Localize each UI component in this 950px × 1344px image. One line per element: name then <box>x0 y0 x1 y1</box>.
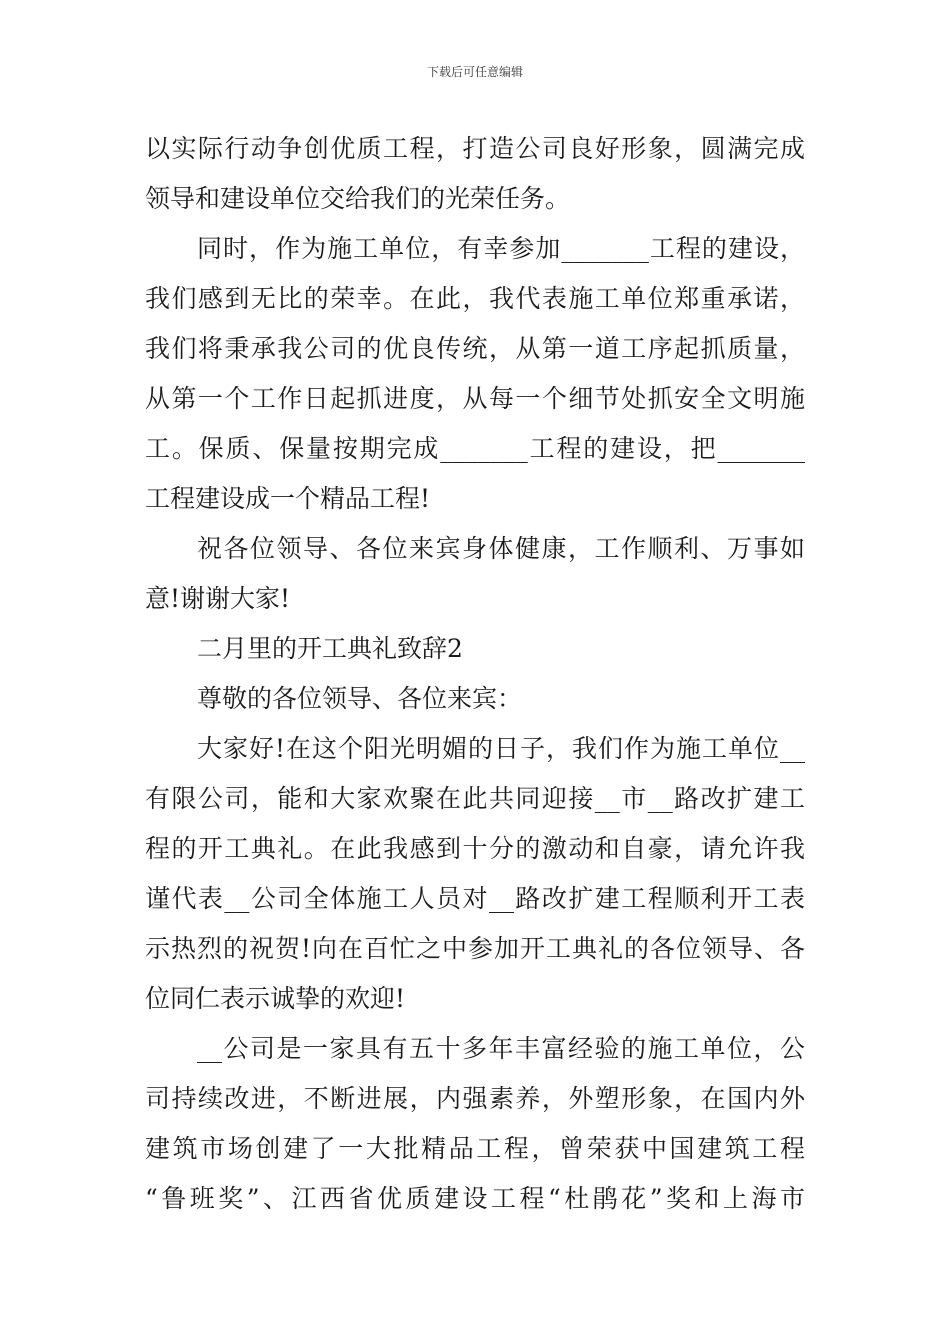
text-line: 祝各位领导、各位来宾身体健康，工作顺利、万事如 <box>197 534 805 563</box>
text-line: 以实际行动争创优质工程，打造公司良好形象，圆满完成 <box>145 134 805 163</box>
text-line: 我们将秉承我公司的优良传统，从第一道工序起抓质量， <box>145 334 805 363</box>
text-line: 司持续改进，不断进展，内强素养，外塑形象，在国内外 <box>145 1084 805 1113</box>
text-line: __公司是一家具有五十多年丰富经验的施工单位，公 <box>197 1034 805 1063</box>
page-header: 下载后可任意编辑 <box>426 65 523 79</box>
text-line: 工。保质、保量按期完成_______工程的建设，把_______ <box>145 434 805 463</box>
document-body <box>145 124 805 1224</box>
text-line: 位同仁表示诚挚的欢迎! <box>145 984 406 1013</box>
text-line: 同时，作为施工单位，有幸参加_______工程的建设， <box>197 234 805 263</box>
text-line: 大家好!在这个阳光明媚的日子，我们作为施工单位__ <box>197 734 805 763</box>
text-line: 意!谢谢大家! <box>145 584 291 613</box>
text-line: 谨代表__公司全体施工人员对__路改扩建工程顺利开工表 <box>145 884 805 913</box>
text-line: 建筑市场创建了一大批精品工程，曾荣获中国建筑工程 <box>145 1134 805 1163</box>
text-line: 工程建设成一个精品工程! <box>145 484 431 513</box>
text-line: 示热烈的祝贺!向在百忙之中参加开工典礼的各位领导、各 <box>145 934 805 963</box>
text-line: “鲁班奖”、江西省优质建设工程“杜鹃花”奖和上海市 <box>145 1184 805 1213</box>
text-line: 领导和建设单位交给我们的光荣任务。 <box>145 184 571 213</box>
section-heading: 二月里的开工典礼致辞2 <box>197 634 463 663</box>
text-line: 有限公司，能和大家欢聚在此共同迎接__市__路改扩建工 <box>145 784 805 813</box>
text-line: 从第一个工作日起抓进度，从每一个细节处抓安全文明施 <box>145 384 805 413</box>
salutation: 尊敬的各位领导、各位来宾： <box>197 684 523 713</box>
text-line: 程的开工典礼。在此我感到十分的激动和自豪，请允许我 <box>145 834 805 863</box>
text-line: 我们感到无比的荣幸。在此，我代表施工单位郑重承诺， <box>145 284 805 313</box>
